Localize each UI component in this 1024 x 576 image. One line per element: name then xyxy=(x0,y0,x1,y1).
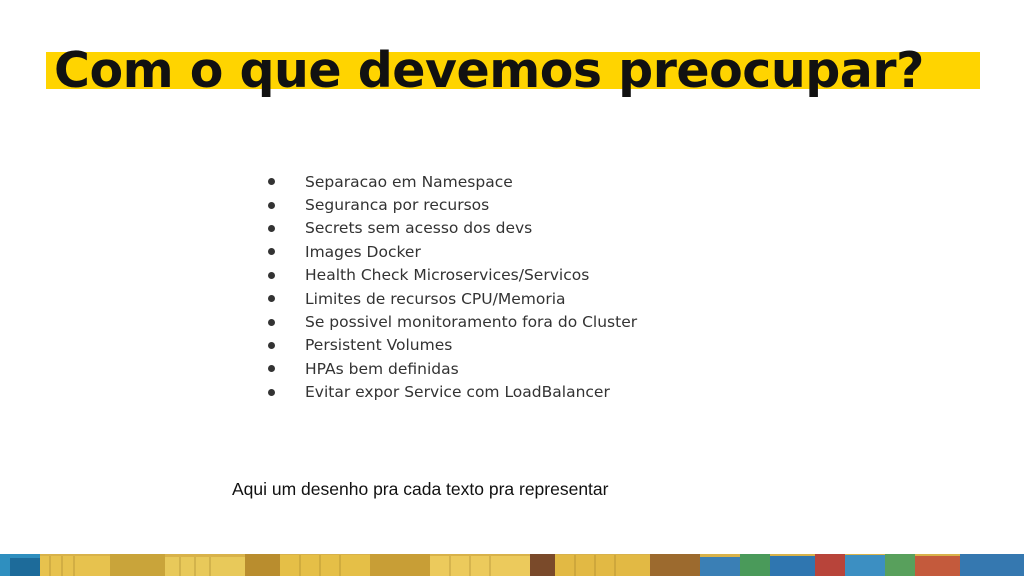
bullet-item: Evitar expor Service com LoadBalancer xyxy=(263,381,637,404)
bullet-item: Limites de recursos CPU/Memoria xyxy=(263,287,637,310)
bullet-item: HPAs bem definidas xyxy=(263,357,637,380)
bullet-item: Separacao em Namespace xyxy=(263,170,637,193)
bullet-dot-icon xyxy=(268,389,275,396)
bullet-item: Persistent Volumes xyxy=(263,334,637,357)
bullet-dot-icon xyxy=(268,202,275,209)
slide-title: Com o que devemos preocupar? xyxy=(54,42,924,99)
bullet-item: Images Docker xyxy=(263,240,637,263)
bullet-dot-icon xyxy=(268,248,275,255)
bullet-dot-icon xyxy=(268,319,275,326)
bullet-dot-icon xyxy=(268,365,275,372)
bullet-dot-icon xyxy=(268,178,275,185)
bullet-dot-icon xyxy=(268,225,275,232)
bullet-dot-icon xyxy=(268,342,275,349)
caption-text: Aqui um desenho pra cada texto pra representar xyxy=(232,479,609,499)
shipping-containers-photo xyxy=(0,554,1024,576)
bullet-dot-icon xyxy=(268,295,275,302)
bullet-dot-icon xyxy=(268,272,275,279)
bullet-list xyxy=(263,170,637,404)
bullet-item: Seguranca por recursos xyxy=(263,193,637,216)
bullet-item: Health Check Microservices/Servicos xyxy=(263,264,637,287)
bullet-item: Se possivel monitoramento fora do Cluster xyxy=(263,310,637,333)
bullet-item: Secrets sem acesso dos devs xyxy=(263,217,637,240)
